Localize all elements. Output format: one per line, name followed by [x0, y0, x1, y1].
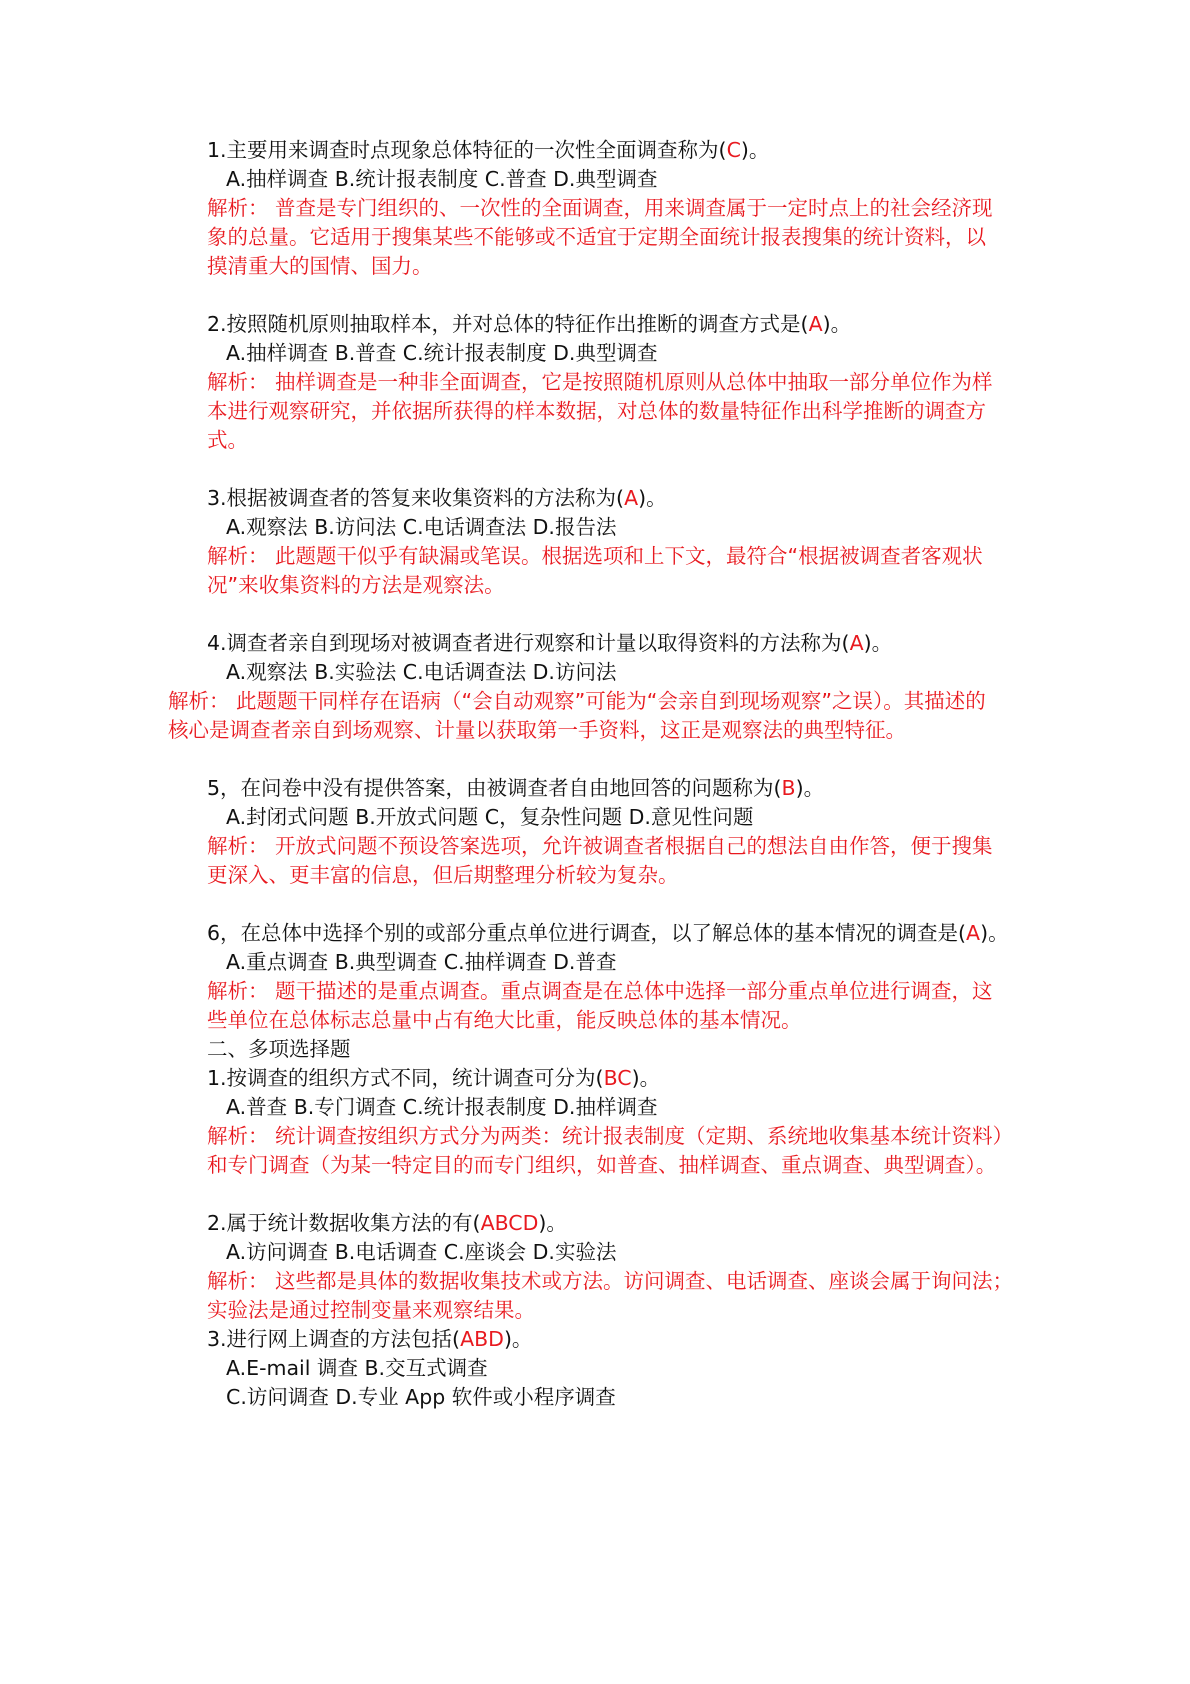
answer-letter: A [808, 312, 823, 336]
question-4-explanation-line-1: 解析： 此题题干同样存在语病（“会自动观察”可能为“会亲自到现场观察”之误）。其描述的 [168, 689, 986, 713]
question-1-explanation-line-3: 摸清重大的国情、国力。 [207, 254, 433, 278]
question-3-explanation-line-2: 况”来收集资料的方法是观察法。 [207, 573, 505, 597]
answer-letter: A [966, 921, 981, 945]
answer-letter: ABCD [480, 1211, 539, 1235]
multi-question-2-options: A.访问调查 B.电话调查 C.座谈会 D.实验法 [226, 1240, 617, 1264]
question-6-explanation-line-1: 解析： 题干描述的是重点调查。重点调查是在总体中选择一部分重点单位进行调查，这 [207, 979, 993, 1003]
question-2-options: A.抽样调查 B.普查 C.统计报表制度 D.典型调查 [226, 341, 658, 365]
question-2-explanation-line-3: 式。 [207, 428, 248, 452]
question-4-stem: 4.调查者亲自到现场对被调查者进行观察和计量以取得资料的方法称为(A)。 [207, 631, 893, 655]
answer-letter: A [849, 631, 864, 655]
question-5-explanation-line-2: 更深入、更丰富的信息，但后期整理分析较为复杂。 [207, 863, 679, 887]
question-6-stem: 6，在总体中选择个别的或部分重点单位进行调查，以了解总体的基本情况的调查是(A)。 [207, 921, 1009, 945]
multi-question-3-options-line-2: C.访问调查 D.专业 App 软件或小程序调查 [226, 1385, 616, 1409]
multi-question-2-stem: 2.属于统计数据收集方法的有(ABCD)。 [207, 1211, 567, 1235]
multi-question-2-explanation-line-1: 解析： 这些都是具体的数据收集技术或方法。访问调查、电话调查、座谈会属于询问法； [207, 1269, 1014, 1293]
question-3-options: A.观察法 B.访问法 C.电话调查法 D.报告法 [226, 515, 617, 539]
question-5-explanation-line-1: 解析： 开放式问题不预设答案选项，允许被调查者根据自己的想法自由作答，便于搜集 [207, 834, 993, 858]
question-1-explanation-line-2: 象的总量。它适用于搜集某些不能够或不适宜于定期全面统计报表搜集的统计资料，以 [207, 225, 986, 249]
question-6-explanation-line-2: 些单位在总体标志总量中占有绝大比重，能反映总体的基本情况。 [207, 1008, 802, 1032]
answer-letter: B [781, 776, 796, 800]
multi-question-1-explanation-line-2: 和专门调查（为某一特定目的而专门组织，如普查、抽样调查、重点调查、典型调查）。 [207, 1153, 997, 1177]
question-2-explanation-line-2: 本进行观察研究，并依据所获得的样本数据，对总体的数量特征作出科学推断的调查方 [207, 399, 986, 423]
multi-question-1-explanation-line-1: 解析： 统计调查按组织方式分为两类：统计报表制度（定期、系统地收集基本统计资料） [207, 1124, 1014, 1148]
answer-letter: C [726, 138, 741, 162]
question-1-stem: 1.主要用来调查时点现象总体特征的一次性全面调查称为(C)。 [207, 138, 770, 162]
section-heading: 二、多项选择题 [207, 1037, 351, 1061]
multi-question-3-stem: 3.进行网上调查的方法包括(ABD)。 [207, 1327, 533, 1351]
question-3-explanation-line-1: 解析： 此题题干似乎有缺漏或笔误。根据选项和上下文，最符合“根据被调查者客观状 [207, 544, 983, 568]
multi-question-1-stem: 1.按调查的组织方式不同，统计调查可分为(BC)。 [207, 1066, 661, 1090]
answer-letter: A [624, 486, 639, 510]
question-4-explanation-line-2: 核心是调查者亲自到场观察、计量以获取第一手资料，这正是观察法的典型特征。 [168, 718, 906, 742]
question-3-stem: 3.根据被调查者的答复来收集资料的方法称为(A)。 [207, 486, 667, 510]
question-5-options: A.封闭式问题 B.开放式问题 C，复杂性问题 D.意见性问题 [226, 805, 754, 829]
multi-question-1-options: A.普查 B.专门调查 C.统计报表制度 D.抽样调查 [226, 1095, 658, 1119]
multi-question-2-explanation-line-2: 实验法是通过控制变量来观察结果。 [207, 1298, 535, 1322]
answer-letter: ABD [460, 1327, 504, 1351]
answer-letter: BC [603, 1066, 632, 1090]
question-1-options: A.抽样调查 B.统计报表制度 C.普查 D.典型调查 [226, 167, 658, 191]
question-2-explanation-line-1: 解析： 抽样调查是一种非全面调查，它是按照随机原则从总体中抽取一部分单位作为样 [207, 370, 993, 394]
question-6-options: A.重点调查 B.典型调查 C.抽样调查 D.普查 [226, 950, 617, 974]
multi-question-3-options-line-1: A.E-mail 调查 B.交互式调查 [226, 1356, 488, 1380]
question-2-stem: 2.按照随机原则抽取样本，并对总体的特征作出推断的调查方式是(A)。 [207, 312, 852, 336]
question-1-explanation-line-1: 解析： 普查是专门组织的、一次性的全面调查，用来调查属于一定时点上的社会经济现 [207, 196, 993, 220]
question-4-options: A.观察法 B.实验法 C.电话调查法 D.访问法 [226, 660, 617, 684]
question-5-stem: 5，在问卷中没有提供答案，由被调查者自由地回答的问题称为(B)。 [207, 776, 825, 800]
